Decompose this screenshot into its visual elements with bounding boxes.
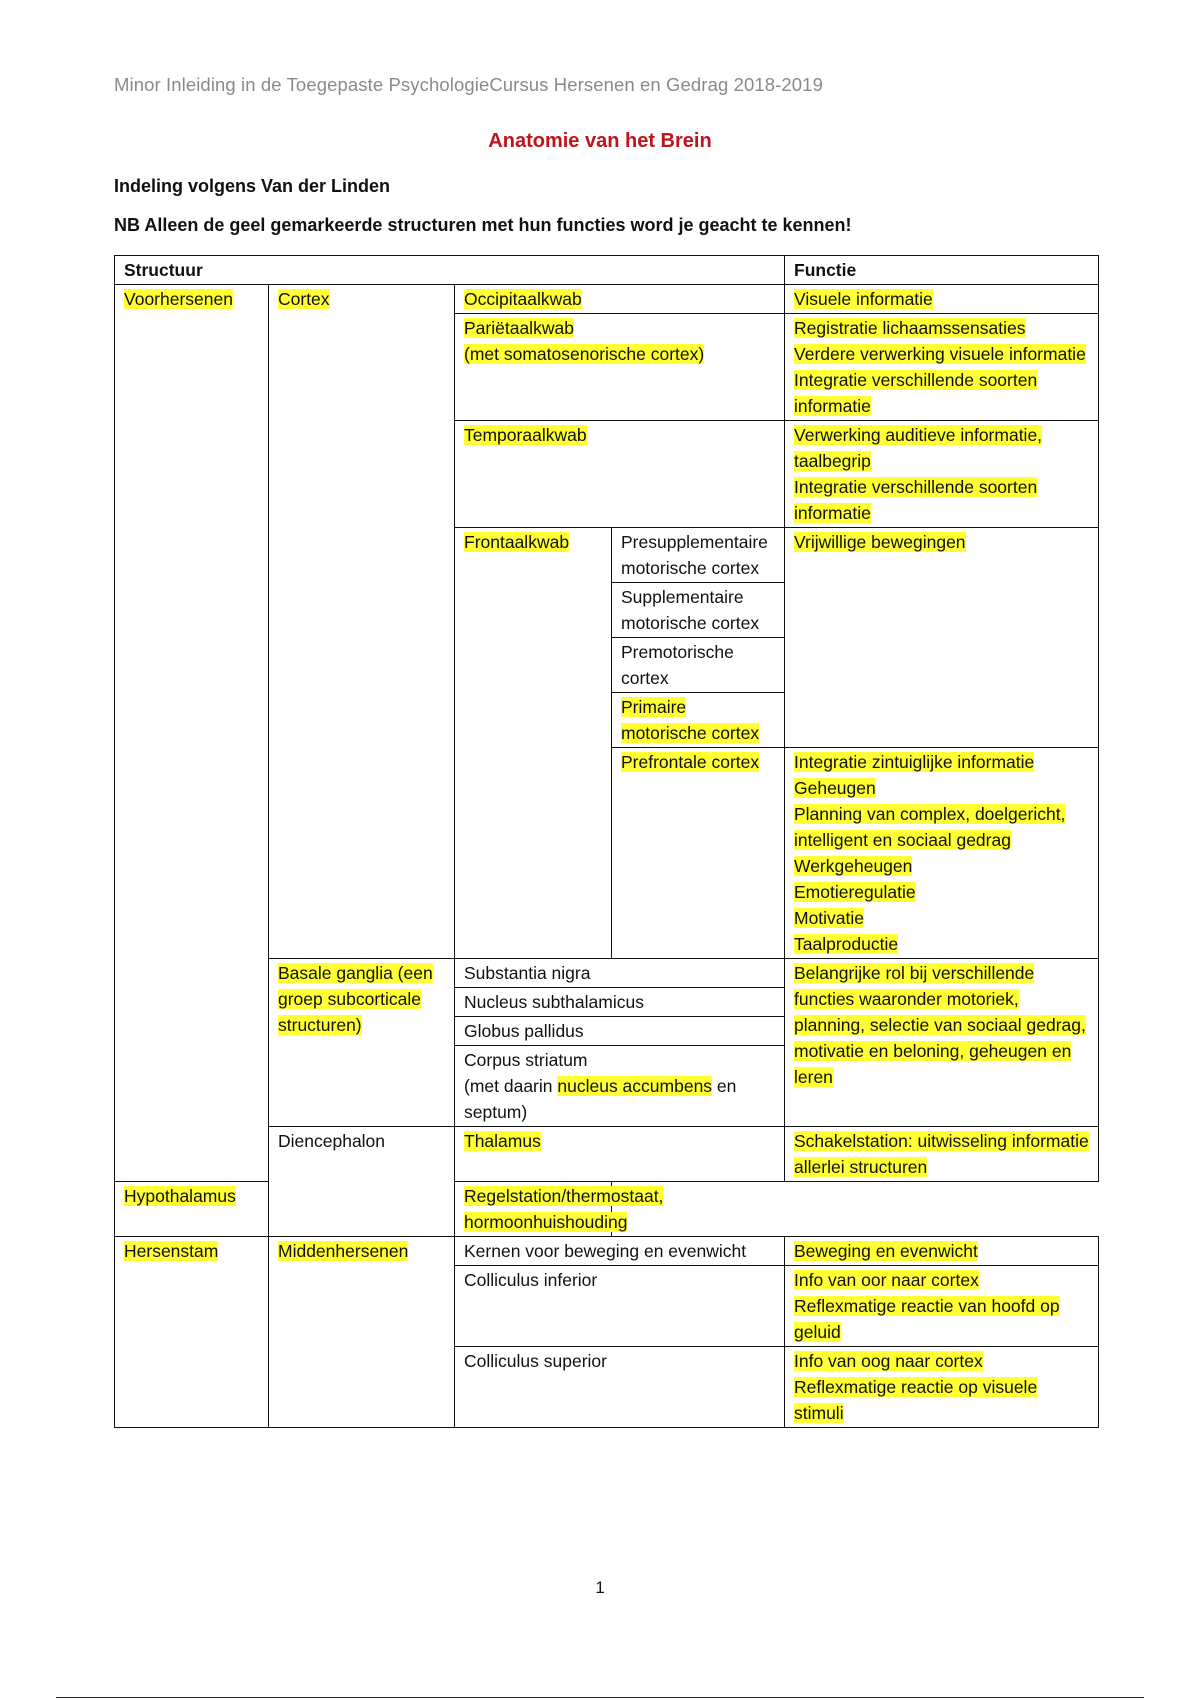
cell-parietaal-functie (785, 314, 1099, 421)
label-striatum-prefix: (met daarin (464, 1076, 558, 1096)
cell-primaire (612, 693, 785, 748)
column-header-structure: Structuur (115, 256, 785, 285)
cell-basale-ganglia-functie (785, 959, 1099, 1127)
cell-motor-functie (785, 528, 1099, 748)
function-colliculus-superior-1: Info van oog naar cortex (794, 1351, 983, 1371)
cell-cortex (269, 285, 455, 959)
cell-middenhersenen (269, 1237, 455, 1428)
cell-parietaalkwab (455, 314, 785, 421)
cell-thalamus-functie (785, 1127, 1099, 1182)
cell-thalamus (455, 1127, 785, 1182)
table-row (115, 285, 1099, 314)
cell-basale-ganglia (269, 959, 455, 1127)
cell-colliculus-superior: Colliculus superior (455, 1347, 785, 1428)
cell-kernen-functie (785, 1237, 1099, 1266)
function-colliculus-superior-2: Reflexmatige reactie op visuele stimuli (794, 1377, 1038, 1423)
function-prefrontaal-1: Integratie zintuiglijke informatie (794, 752, 1035, 772)
function-parietaal-2: Verdere verwerking visuele informatie (794, 344, 1086, 364)
function-parietaal-1: Registratie lichaamssensaties (794, 318, 1026, 338)
column-header-function: Functie (785, 256, 1099, 285)
label-frontaalkwab: Frontaalkwab (464, 532, 570, 552)
function-thalamus: Schakelstation: uitwisseling informatie allerlei structuren (794, 1131, 1089, 1177)
table-row (115, 1237, 1099, 1266)
label-temporaalkwab: Temporaalkwab (464, 425, 587, 445)
running-header: Minor Inleiding in de Toegepaste PsychologieCursus Hersenen en Gedrag 2018-2019 (114, 74, 823, 95)
function-colliculus-inferior-1: Info van oor naar cortex (794, 1270, 979, 1290)
anatomy-table (114, 255, 1099, 1428)
table-row (115, 1182, 1099, 1237)
label-striatum-suffix: en septum) (464, 1076, 737, 1122)
function-occipitaal: Visuele informatie (794, 289, 933, 309)
cell-prefrontaal-functie (785, 748, 1099, 959)
function-temporaal-2: Integratie verschillende soorten informatie (794, 477, 1038, 523)
label-occipitaalkwab: Occipitaalkwab (464, 289, 582, 309)
function-prefrontaal-4: Werkgeheugen (794, 856, 913, 876)
subheading-note: NB Alleen de geel gemarkeerde structuren met hun functies word je geacht te kennen! (114, 215, 852, 235)
function-prefrontaal-7: Taalproductie (794, 934, 899, 954)
cell-prefrontaal (612, 748, 785, 959)
cell-colliculus-inferior: Colliculus inferior (455, 1266, 785, 1347)
label-hypothalamus: Hypothalamus (124, 1186, 236, 1206)
cell-hersenstam (115, 1237, 269, 1428)
label-middenhersenen: Middenhersenen (278, 1241, 409, 1261)
cell-colliculus-superior-functie (785, 1347, 1099, 1428)
cell-kernen-beweging: Kernen voor beweging en evenwicht (455, 1237, 785, 1266)
label-cortex: Cortex (278, 289, 330, 309)
cell-nucleus-subthalamicus: Nucleus subthalamicus (455, 988, 785, 1017)
label-basale-ganglia: Basale ganglia (een groep subcorticale structuren) (278, 963, 433, 1035)
function-colliculus-inferior-2: Reflexmatige reactie van hoofd op geluid (794, 1296, 1060, 1342)
cell-occipitaal-functie (785, 285, 1099, 314)
label-nucleus-accumbens: nucleus accumbens (557, 1076, 713, 1096)
label-thalamus: Thalamus (464, 1131, 541, 1151)
label-parietaal-sub: (met somatosenorische cortex) (464, 344, 705, 364)
label-primaire: Primaire motorische cortex (621, 697, 760, 743)
cell-supplementaire: Supplementaire motorische cortex (612, 583, 785, 638)
function-kernen: Beweging en evenwicht (794, 1241, 978, 1261)
label-corpus-striatum: Corpus striatum (464, 1050, 588, 1070)
cell-temporaal-functie (785, 421, 1099, 528)
cell-voorhersenen (115, 285, 269, 1182)
cell-presupplementaire: Presupplementaire motorische cortex (612, 528, 785, 583)
cell-hypothalamus-functie (455, 1182, 664, 1237)
function-basale-ganglia: Belangrijke rol bij verschillende functies waaronder motoriek, planning, selectie van sociaal gedrag, motivatie en beloning, geheugen en leren (794, 963, 1086, 1087)
cell-globus-pallidus: Globus pallidus (455, 1017, 785, 1046)
function-prefrontaal-5: Emotieregulatie (794, 882, 916, 902)
label-voorhersenen: Voorhersenen (124, 289, 233, 309)
cell-premotorische: Premotorische cortex (612, 638, 785, 693)
label-prefrontaal: Prefrontale cortex (621, 752, 760, 772)
function-prefrontaal-3: Planning van complex, doelgericht, intelligent en sociaal gedrag (794, 804, 1066, 850)
function-hypothalamus: Regelstation/thermostaat, hormoonhuishouding (464, 1186, 664, 1232)
cell-diencephalon: Diencephalon (269, 1127, 455, 1237)
label-parietaalkwab: Pariëtaalkwab (464, 318, 574, 338)
page-title: Anatomie van het Brein (488, 130, 712, 152)
subheading-classification: Indeling volgens Van der Linden (114, 176, 391, 196)
cell-substantia-nigra: Substantia nigra (455, 959, 785, 988)
label-hersenstam: Hersenstam (124, 1241, 219, 1261)
function-parietaal-3: Integratie verschillende soorten informatie (794, 370, 1038, 416)
cell-corpus-striatum (455, 1046, 785, 1127)
bottom-divider (56, 1697, 1144, 1698)
table-header-row (115, 256, 1099, 285)
cell-occipitaalkwab (455, 285, 785, 314)
function-motor: Vrijwillige bewegingen (794, 532, 966, 552)
function-prefrontaal-6: Motivatie (794, 908, 865, 928)
cell-temporaalkwab (455, 421, 785, 528)
cell-colliculus-inferior-functie (785, 1266, 1099, 1347)
function-temporaal-1: Verwerking auditieve informatie, taalbegrip (794, 425, 1043, 471)
page-number: 1 (595, 1578, 605, 1597)
function-prefrontaal-2: Geheugen (794, 778, 876, 798)
cell-hypothalamus (115, 1182, 455, 1237)
cell-frontaalkwab (455, 528, 612, 959)
